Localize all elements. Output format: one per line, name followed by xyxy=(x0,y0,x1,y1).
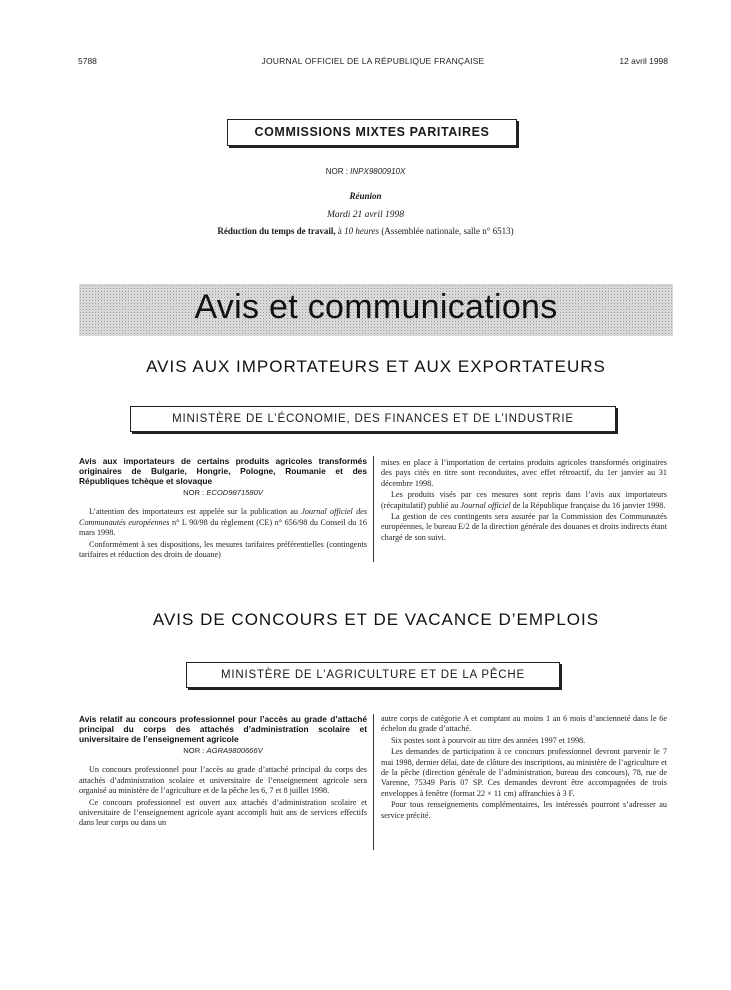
nor-code: INPX9800910X xyxy=(350,167,406,176)
text-run: n° L 90/98 du règlement (CE) n° 656/98 du Conseil du 16 mars 1998. xyxy=(79,517,367,538)
text-run: de la République française du 16 janvier 1998. xyxy=(512,500,666,510)
concours-paragraph-3: autre corps de catégorie A et comptant au moins 1 an 6 mois d’ancienneté dans le 6e échelon du grade d’attaché. xyxy=(381,714,667,734)
column-divider xyxy=(373,456,374,562)
reunion-heading: Réunion xyxy=(349,191,382,201)
concours-paragraph-1: Un concours professionnel pour l’accès au grade d’attaché principal du corps des attachés d’administration scolaire et universitaire de l’enseignement agricole sera organisé au ministère de l’agriculture et de la pêche les 6, 7 et 8 juillet 1998. xyxy=(79,765,367,796)
concours-paragraph-6: Pour tous renseignements complémentaires, les intéressés pourront s’adresser au service précité. xyxy=(381,800,667,820)
meeting-agenda xyxy=(150,226,581,236)
meeting-date: Mardi 21 avril 1998 xyxy=(327,210,404,220)
concours-left-column xyxy=(79,714,367,830)
agenda-topic: Réduction du temps de travail, xyxy=(217,226,336,236)
importers-paragraph-4 xyxy=(381,490,667,511)
concours-paragraph-5: Les demandes de participation à ce concours professionnel devront parvenir le 7 mai 1998, dernier délai, date de clôture des inscriptions, au ministère de l’agriculture et de la pêche (direction générale de l’administration, bureau des concours), 78, rue de Varenne, 75349 Paris 07 SP. Ces demandes devront être accompagnées de trois enveloppes à fenêtre (format 22 × 11 cm) affranchies à 3 F. xyxy=(381,747,668,798)
agenda-a: à xyxy=(337,226,342,236)
importers-paragraph-1 xyxy=(79,507,367,538)
page-number: 5788 xyxy=(78,56,97,66)
text-run: L’attention des importateurs est appelée sur la publication au xyxy=(89,507,298,517)
section-banner xyxy=(79,284,673,336)
importers-heading: AVIS AUX IMPORTATEURS ET AUX EXPORTATEURS xyxy=(146,357,606,376)
importers-left-column xyxy=(79,456,367,561)
importers-right-column xyxy=(381,458,667,544)
concours-paragraph-2: Ce concours professionnel est ouvert aux attachés d’administration scolaire et universitaire de l’enseignement agricole ayant accompli huit ans de services effectifs dans leur corps ou dans un xyxy=(79,797,367,828)
importers-paragraph-2: Conformément à ses dispositions, les mesures tarifaires préférentielles (contingents tarifaires et réduction des droits de douane) xyxy=(79,539,367,560)
ministry-agriculture-box: MINISTÈRE DE L’AGRICULTURE ET DE LA PÊCHE xyxy=(186,662,560,688)
text-run: Les produits visés par ces mesures sont repris dans l’avis aux importateurs (récapitulatif) publié au xyxy=(381,490,667,510)
banner-title: Avis et communications xyxy=(194,288,558,326)
importers-nor xyxy=(79,488,367,498)
running-header xyxy=(78,56,668,70)
concours-right-column xyxy=(381,714,667,822)
concours-notice-title: Avis relatif au concours professionnel pour l’accès au grade d’attaché principal du corps des attachés d’administration scolaire et universitaire de l’enseignement agricole xyxy=(79,714,367,744)
importers-notice-title: Avis aux importateurs de certains produits agricoles transformés originaires de Bulgarie, Hongrie, Pologne, Roumanie et des Républiques tchèque et slovaque xyxy=(79,456,367,486)
journal-title: JOURNAL OFFICIEL DE LA RÉPUBLIQUE FRANÇAISE xyxy=(261,56,485,66)
journal-reference: Journal officiel des Communautés européennes xyxy=(79,507,367,527)
commissions-mixtes-box: COMMISSIONS MIXTES PARITAIRES xyxy=(227,119,517,146)
importers-paragraph-5: La gestion de ces contingents sera assurée par la Commission des Communautés européennes, le bureau E/2 de la direction générale des douanes et droits indirects étant chargé de son suivi. xyxy=(381,512,667,542)
commissions-nor xyxy=(150,167,581,176)
journal-reference: Journal officiel xyxy=(460,500,511,510)
agenda-time: 10 heures xyxy=(344,226,380,236)
concours-nor xyxy=(79,746,367,756)
agenda-place: (Assemblée nationale, salle n° 6513) xyxy=(381,226,514,236)
nor-code: ECOD9871580V xyxy=(206,488,263,497)
nor-label: NOR : xyxy=(183,746,205,755)
column-divider xyxy=(373,714,374,850)
nor-label: NOR : xyxy=(183,488,205,497)
nor-label: NOR : xyxy=(325,167,348,176)
issue-date: 12 avril 1998 xyxy=(619,56,668,66)
concours-paragraph-4: Six postes sont à pourvoir au titre des années 1997 et 1998. xyxy=(391,735,586,745)
ministry-economy-box: MINISTÈRE DE L’ÉCONOMIE, DES FINANCES ET DE L’INDUSTRIE xyxy=(130,406,616,432)
importers-paragraph-3: mises en place à l’importation de certains produits agricoles transformés originaires des pays cités en titre sont reconduites, avec effet rétroactif, du 1er janvier au 31 décembre 1998. xyxy=(381,458,667,488)
concours-heading: AVIS DE CONCOURS ET DE VACANCE D’EMPLOIS xyxy=(152,610,600,629)
nor-code: AGRA9800666V xyxy=(206,746,263,755)
